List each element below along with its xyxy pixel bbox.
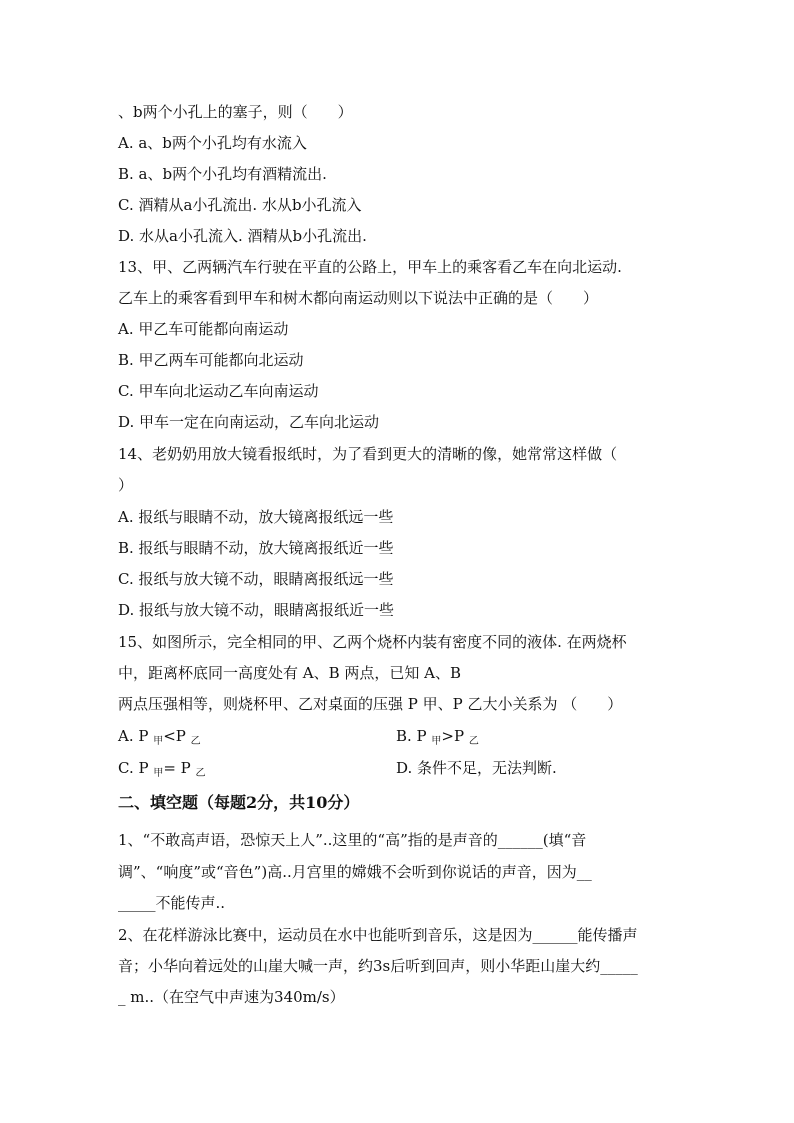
- q14-option-a: A. 报纸与眼睛不动，放大镜离报纸远一些: [118, 508, 394, 526]
- q15-stem-line2: 中，距离杯底同一高度处有 A、B 两点，已知 A、B: [118, 664, 462, 682]
- q12-option-d: D. 水从a小孔流入. 酒精从b小孔流出.: [118, 227, 367, 245]
- q13-option-d: D. 甲车一定在向南运动，乙车向北运动: [118, 413, 380, 431]
- q15-stem-line1: 15、如图所示，完全相同的甲、乙两个烧杯内装有密度不同的液体. 在两烧杯: [118, 633, 627, 651]
- fill-q1-line1: 1、“不敢高声语，恐惊天上人”..这里的“高”指的是声音的______(填“音: [118, 831, 587, 849]
- q13-stem-line1: 13、甲、乙两辆汽车行驶在平直的公路上，甲车上的乘客看乙车在向北运动.: [118, 258, 622, 276]
- q15-option-c: C. P $_甲$= P $_乙$: [118, 759, 206, 779]
- q14-stem-line1: 14、老奶奶用放大镜看报纸时，为了看到更大的清晰的像，她常常这样做（: [118, 445, 618, 463]
- q13-option-a: A. 甲乙车可能都向南运动: [118, 320, 289, 338]
- q13-stem-line2: 乙车上的乘客看到甲车和树木都向南运动则以下说法中正确的是（ ）: [118, 289, 599, 307]
- q15-option-d: D. 条件不足，无法判断.: [396, 759, 557, 777]
- fill-q1-line2: 调”、“响度”或“音色”)高..月宫里的嫦娥不会听到你说话的声音，因为__: [118, 863, 592, 881]
- fill-q1-line3: _____不能传声..: [118, 894, 226, 912]
- fill-q2-line3: _ m..（在空气中声速为340m/s）: [118, 988, 345, 1006]
- q15-stem-line3: 两点压强相等，则烧杯甲、乙对桌面的压强 P 甲、P 乙大小关系为 （ ）: [118, 695, 623, 713]
- q15-option-b: B. P $_甲$>P $_乙$: [396, 727, 479, 747]
- q12-option-a: A. a、b两个小孔均有水流入: [118, 134, 307, 152]
- q12-option-b: B. a、b两个小孔均有酒精流出.: [118, 165, 327, 183]
- q15-option-a: A. P $_甲$<P $_乙$: [118, 727, 201, 747]
- q13-option-c: C. 甲车向北运动乙车向南运动: [118, 382, 319, 400]
- q14-option-c: C. 报纸与放大镜不动，眼睛离报纸远一些: [118, 570, 394, 588]
- fill-q2-line2: 音；小华向着远处的山崖大喊一声，约3s后听到回声，则小华距山崖大约_____: [118, 957, 638, 975]
- q14-stem-line2: ）: [118, 476, 134, 494]
- section2-heading: 二、填空题（每题2分，共10分）: [118, 793, 360, 812]
- q12-option-c: C. 酒精从a小孔流出. 水从b小孔流入: [118, 196, 362, 214]
- q14-option-b: B. 报纸与眼睛不动，放大镜离报纸近一些: [118, 539, 394, 557]
- fill-q2-line1: 2、在花样游泳比赛中，运动员在水中也能听到音乐，这是因为______能传播声: [118, 926, 638, 944]
- q14-option-d: D. 报纸与放大镜不动，眼睛离报纸近一些: [118, 601, 395, 619]
- q13-option-b: B. 甲乙两车可能都向北运动: [118, 351, 304, 369]
- q12-stem: 、b两个小孔上的塞子，则（ ）: [118, 103, 353, 121]
